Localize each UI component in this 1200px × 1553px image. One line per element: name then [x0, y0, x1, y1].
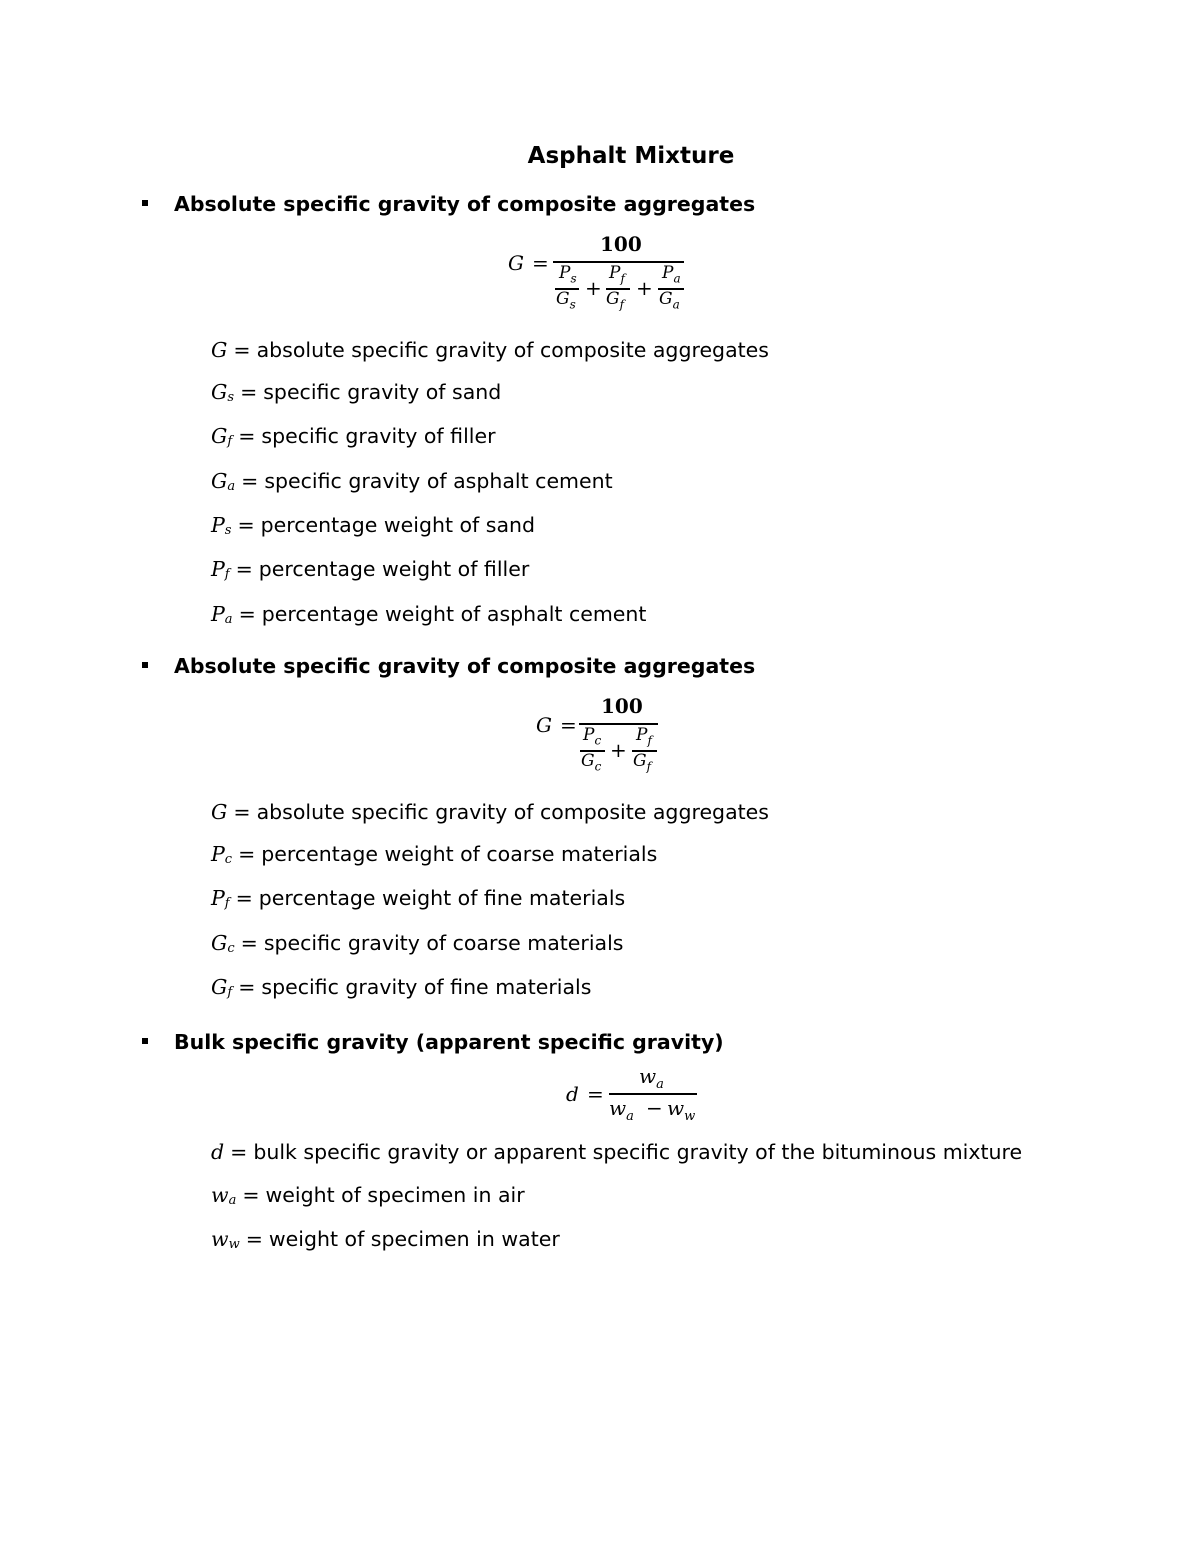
definition-line: $P_f$ = percentage weight of filler [211, 557, 530, 582]
definition-line: $P_a$ = percentage weight of asphalt cement [211, 602, 647, 627]
definition-line: $P_c$ = percentage weight of coarse materials [211, 842, 658, 867]
definition-line: $G_f$ = specific gravity of filler [211, 424, 496, 449]
bullet-icon [142, 662, 148, 668]
definition-line: $w_w$ = weight of specimen in water [211, 1227, 560, 1252]
definition-line: $P_s$ = percentage weight of sand [211, 513, 536, 538]
definition-line: $G_s$ = specific gravity of sand [211, 380, 502, 405]
definition-line: d = bulk specific gravity or apparent specific gravity of the bituminous mixture [211, 1140, 1023, 1164]
formula-bulk-specific-gravity: d = $w_a$ $w_a$ − $w_w$ [566, 1064, 696, 1124]
definition-line: $G_f$ = specific gravity of fine materials [211, 975, 592, 1000]
definition-line: G = absolute specific gravity of composite aggregates [211, 800, 769, 824]
formula-composite-aggregates-2: G = 100 $P_c$ $G_c$ + $P_f$ $G_f$ [533, 694, 673, 784]
definition-line: G = absolute specific gravity of composite aggregates [211, 338, 769, 362]
section-heading: Absolute specific gravity of composite aggregates [142, 654, 755, 678]
definition-line: $G_c$ = specific gravity of coarse materials [211, 931, 624, 956]
page-title: Asphalt Mixture [527, 143, 735, 169]
definition-line: $G_a$ = specific gravity of asphalt cement [211, 469, 613, 494]
section-heading: Absolute specific gravity of composite aggregates [142, 192, 755, 216]
definition-line: $P_f$ = percentage weight of fine materials [211, 886, 626, 911]
section-heading: Bulk specific gravity (apparent specific gravity) [142, 1030, 724, 1054]
bullet-icon [142, 1038, 148, 1044]
bullet-icon [142, 200, 148, 206]
formula-composite-aggregates-3: G = 100 $P_s$ $G_s$ + $P_f$ $G_f$ + $P_a$ $G_a$ [505, 232, 695, 322]
definition-line: $w_a$ = weight of specimen in air [211, 1183, 525, 1208]
